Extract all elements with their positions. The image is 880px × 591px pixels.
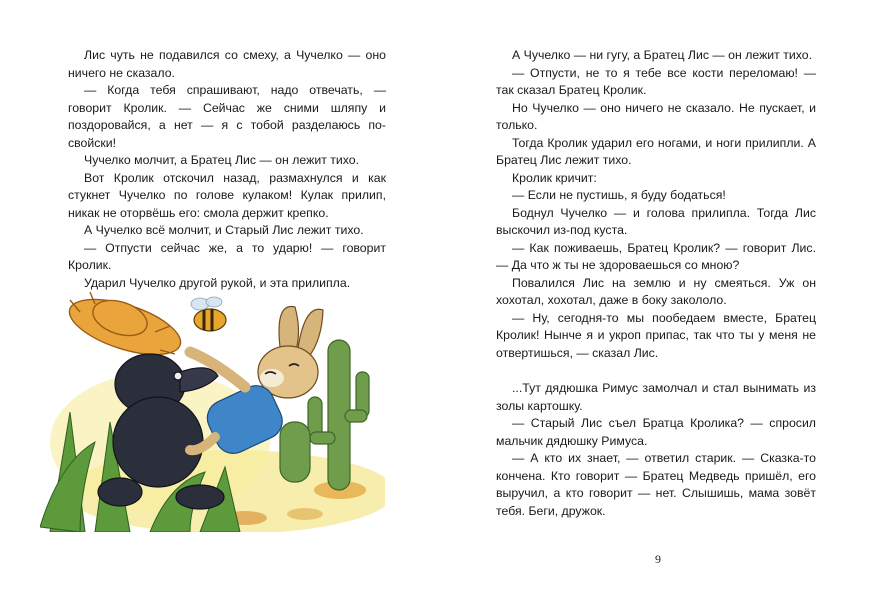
paragraph: ...Тут дядюшка Римус замолчал и стал вынимать из золы картошку. (496, 381, 816, 413)
paragraph: — Если не пустишь, я буду бодаться! (512, 188, 726, 202)
paragraph: — А кто их знает, — ответил старик. — Сказка-то кончена. Кто говорит — Братец Медведь пришёл, его выручил, а кто говорит — нет. Слышишь, мама зовёт тебя. Беги, дружок. (496, 451, 816, 518)
paragraph: Повалился Лис на землю и ну смеяться. Уж он хохотал, хохотал, даже в боку закололо. (496, 275, 816, 307)
page-number: 9 (655, 552, 661, 566)
paragraph: Лис чуть не подавился со смеху, а Чучелко — оно ничего не сказало. (68, 48, 386, 80)
paragraph: Боднул Чучелко — и голова прилипла. Тогда Лис выскочил из-под куста. (496, 205, 816, 237)
paragraph: — Отпусти сейчас же, а то ударю! — говорит Кролик. (68, 240, 386, 272)
paragraph: — Как поживаешь, Братец Кролик? — говорит Лис. — Да что ж ты не здороваешься со мною? (496, 240, 816, 272)
paragraph: Чучелко молчит, а Братец Лис — он лежит тихо. (84, 153, 360, 167)
right-text (496, 47, 816, 520)
paragraph: — Отпусти, не то я тебе все кости переломаю! — так сказал Братец Кролик. (496, 65, 816, 97)
paragraph: Но Чучелко — оно ничего не сказало. Не пускает, и только. (496, 100, 816, 132)
rabbit-tar-baby-illustration (40, 292, 385, 532)
straw-hat (63, 292, 187, 366)
paragraph: А Чучелко всё молчит, и Старый Лис лежит тихо. (84, 223, 364, 237)
left-text (68, 47, 386, 292)
bee (191, 297, 226, 331)
paragraph: Кролик кричит: (512, 170, 597, 185)
paragraph: — Старый Лис съел Братца Кролика? — спросил мальчик дядюшку Римуса. (496, 416, 816, 448)
paragraph: Тогда Кролик ударил его ногами, и ноги прилипли. А Братец Лис лежит тихо. (496, 135, 816, 167)
paragraph: А Чучелко — ни гугу, а Братец Лис — он лежит тихо. (512, 48, 812, 62)
paragraph: Ударил Чучелко другой рукой, и эта прилипла. (84, 275, 351, 290)
paragraph: Вот Кролик отскочил назад, размахнулся и как стукнет Чучелко по голове кулаком! Кулак прилип, никак не оторвёшь его: смола держит крепко. (68, 170, 386, 220)
paragraph: — Ну, сегодня-то мы пообедаем вместе, Братец Кролик! Нынче я и укроп припас, так что ты у меня не отвертишься, — сказал Лис. (496, 310, 816, 360)
right-page (440, 0, 880, 591)
paragraph: — Когда тебя спрашивают, надо отвечать, — говорит Кролик. — Сейчас же сними шляпу и поздоровайся, а нет — я с тобой разделаюсь по-свойски! (68, 83, 386, 150)
